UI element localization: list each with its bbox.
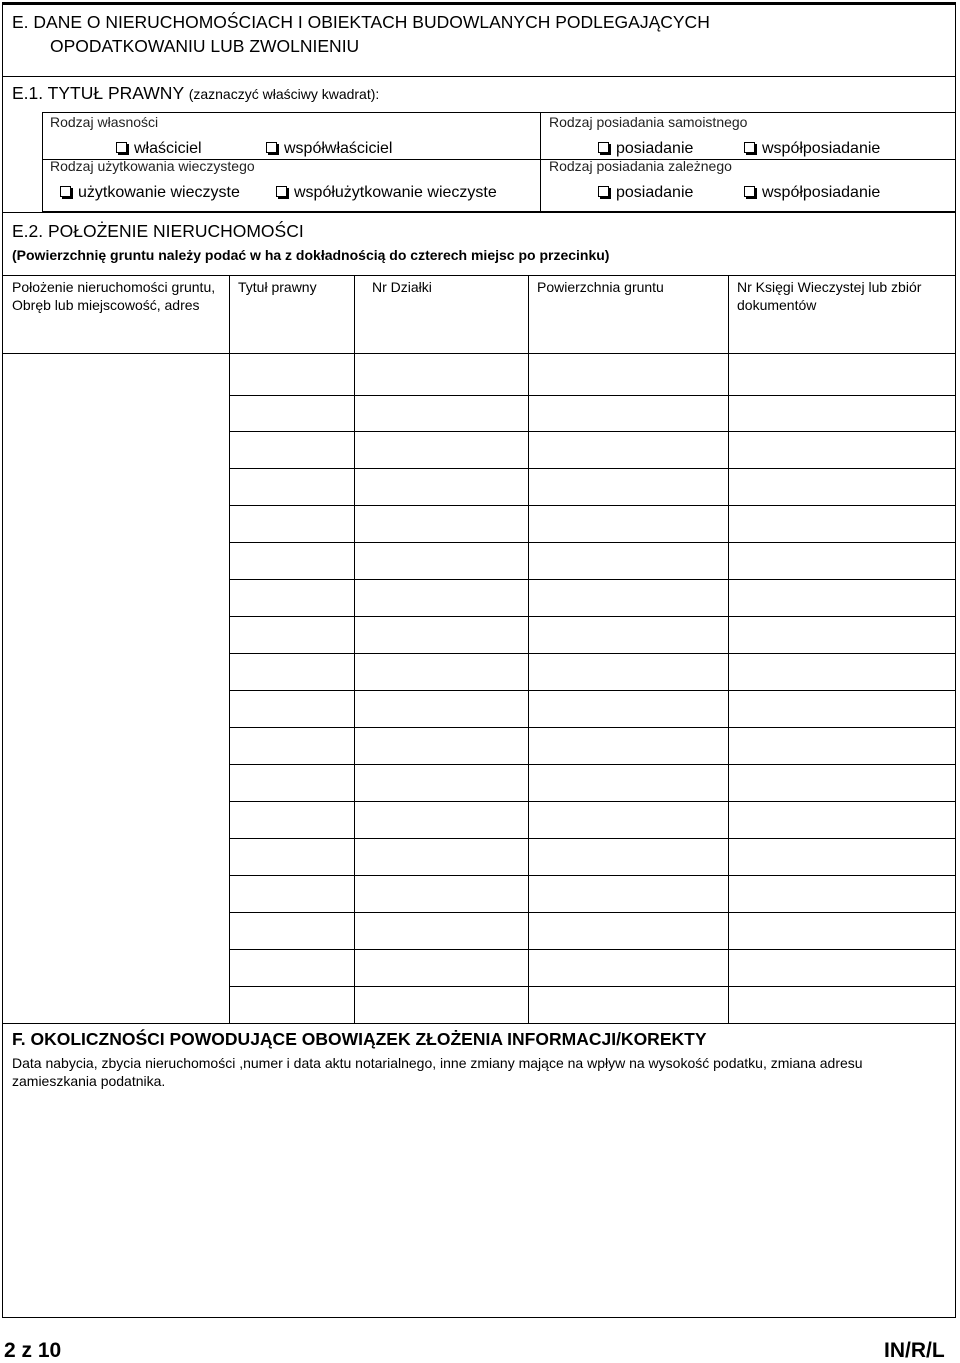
checkbox-perpetual-use[interactable] [60,184,240,202]
checkbox-co-owner[interactable] [266,140,392,158]
table-header-bottom-rule [2,353,956,354]
section-f-title: F. OKOLICZNOŚCI POWODUJĄCE OBOWIĄZEK ZŁOŻENIA INFORMACJI/KOREKTY [12,1029,707,1049]
section-f-text: Data nabycia, zbycia nieruchomości ,numer i data aktu notarialnego, inne zmiany mające na wpływ na wysokość podatku, zmiana adresu zamieszkania podatnika. [12,1055,863,1089]
table-row-rule [229,542,956,543]
ownership-label: Rodzaj własności [50,114,159,130]
e1-title-text: E.1. TYTUŁ PRAWNY [12,83,184,103]
col-header-plot-number: Nr Działki [372,279,432,295]
page-number: 2 z 10 [4,1339,62,1362]
e1-hint: (zaznaczyć właściwy kwadrat): [188,86,380,102]
table-row-rule [229,505,956,506]
checkbox-independent-co-possession-label: współposiadanie [762,140,881,157]
table-row-rule [229,431,956,432]
table-row-rule [229,395,956,396]
checkbox-independent-co-possession[interactable] [744,140,880,158]
e1-title [12,83,379,104]
col-divider-4 [728,275,729,1023]
e1-options-divider [540,112,541,212]
e2-note: (Powierzchnię gruntu należy podać w ha z dokładnością do czterech miejsc po przecinku) [12,247,610,263]
table-row-rule [229,801,956,802]
checkbox-co-perpetual-use-label: współużytkowanie wieczyste [294,184,497,201]
checkbox-icon [276,186,287,197]
table-row-rule [229,690,956,691]
perpetual-label: Rodzaj użytkowania wieczystego [50,158,255,174]
col-divider-2 [354,275,355,1023]
col-divider-3 [528,275,529,1023]
checkbox-icon [266,142,277,153]
table-row-rule [229,468,956,469]
independent-possession-label: Rodzaj posiadania samoistnego [549,114,748,130]
checkbox-icon [744,186,755,197]
table-row-rule [229,653,956,654]
checkbox-icon [60,186,71,197]
section-e-title-line1: E. DANE O NIERUCHOMOŚCIACH I OBIEKTACH BUDOWLANYCH PODLEGAJĄCYCH [12,12,710,32]
table-row-rule [229,727,956,728]
e2-section [2,212,956,1318]
table-row-rule [229,838,956,839]
table-top-rule [2,275,956,276]
checkbox-independent-possession[interactable] [598,140,693,158]
table-row-rule [229,912,956,913]
table-row-rule [229,616,956,617]
checkbox-dependent-co-possession-label: współposiadanie [762,184,881,201]
e2-title: E.2. POŁOŻENIE NIERUCHOMOŚCI [12,221,304,241]
form-code: IN/R/L [884,1339,945,1362]
col-header-location: Położenie nieruchomości gruntu, Obręb lub miejscowość, adres [12,279,216,313]
col-header-legal-title: Tytuł prawny [238,279,317,295]
col-header-land-register: Nr Księgi Wieczystej lub zbiór dokumentów [737,279,922,313]
checkbox-icon [116,142,127,153]
col-header-land-area: Powierzchnia gruntu [537,279,664,295]
checkbox-co-perpetual-use[interactable] [276,184,497,202]
table-row-rule [229,875,956,876]
checkbox-icon [598,142,609,153]
section-e-title-line2: OPODATKOWANIU LUB ZWOLNIENIU [50,36,360,56]
dependent-possession-label: Rodzaj posiadania zależnego [549,158,732,174]
col-divider-1 [229,275,230,1023]
checkbox-dependent-possession-label: posiadanie [616,184,694,201]
checkbox-co-owner-label: współwłaściciel [284,140,393,157]
checkbox-icon [744,142,755,153]
checkbox-independent-possession-label: posiadanie [616,140,694,157]
table-row-rule [229,986,956,987]
table-row-rule [229,579,956,580]
table-row-rule [229,949,956,950]
checkbox-owner-label: właściciel [134,140,202,157]
checkbox-icon [598,186,609,197]
checkbox-dependent-co-possession[interactable] [744,184,880,202]
table-bottom-rule [2,1023,956,1024]
checkbox-owner[interactable] [116,140,202,158]
table-row-rule [229,764,956,765]
checkbox-dependent-possession[interactable] [598,184,693,202]
checkbox-perpetual-use-label: użytkowanie wieczyste [78,184,240,201]
header-top-thick-rule [2,2,956,5]
